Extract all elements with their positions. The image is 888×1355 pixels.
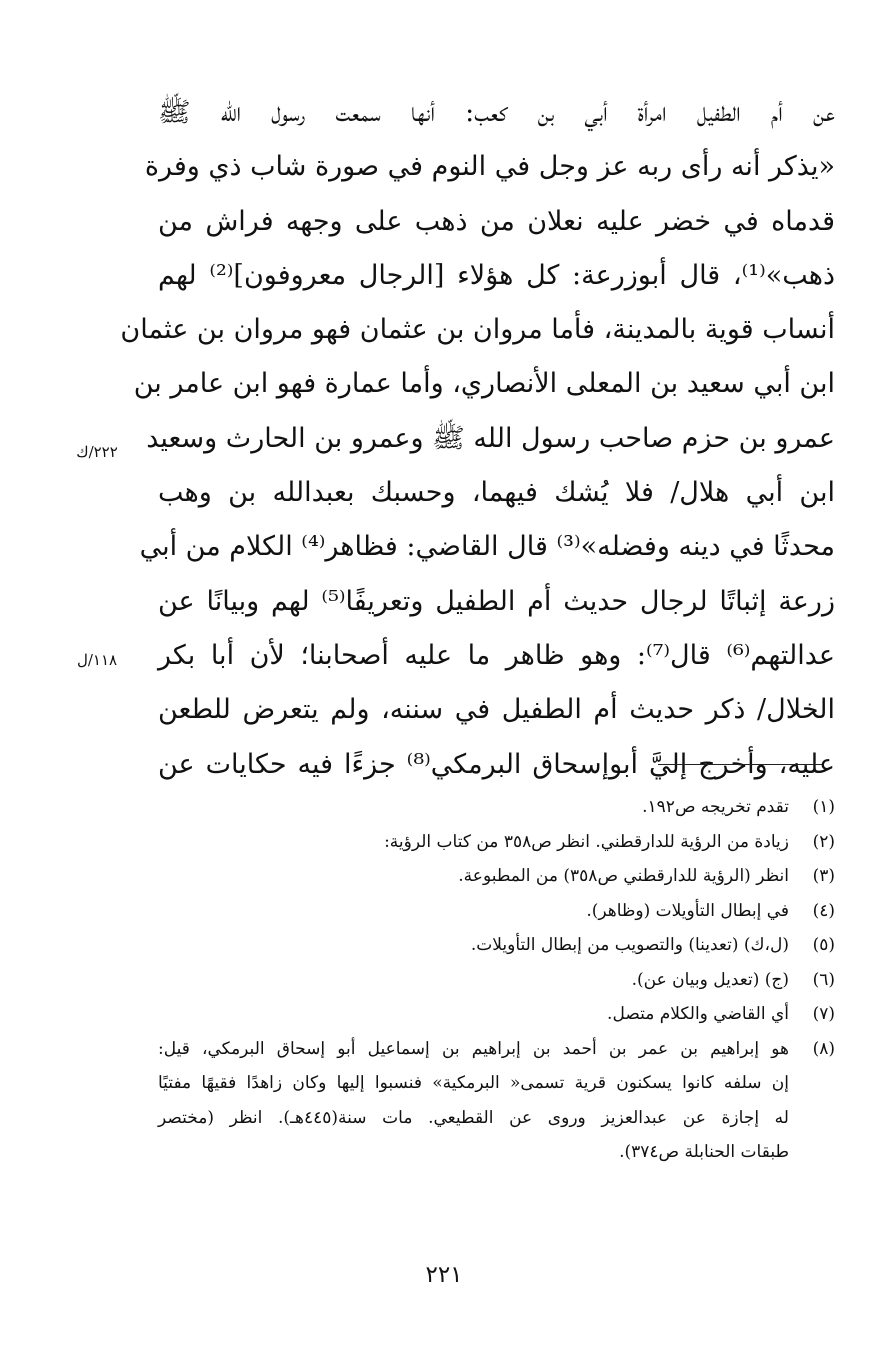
footnote-text: (ج) (تعديل وبيان عن). xyxy=(631,969,789,990)
footnotes-block xyxy=(158,790,835,1170)
text-line: عدالتهم⁽⁶⁾ قال⁽⁷⁾: وهو ظاهر ما عليه أصحابنا؛ لأن أبا بكر xyxy=(158,639,835,671)
text-line: ابن أبي هلال/ فلا يُشك فيهما، وحسبك بعبدالله بن وهب xyxy=(158,477,835,509)
page-number: ٢٢١ xyxy=(425,1262,463,1288)
footnote-number: (٢) xyxy=(812,831,835,852)
footnote xyxy=(158,790,835,825)
footnote-text: طبقات الحنابلة ص٣٧٤). xyxy=(619,1142,789,1162)
footnote-text: في إبطال التأويلات (وظاهر). xyxy=(586,900,789,921)
text-line: عليه، وأخرج إليَّ أبوإسحاق البرمكي⁽⁸⁾ جزءًا فيه حكايات عن xyxy=(158,748,835,780)
footnote-number: (٣) xyxy=(812,866,835,886)
main-text-block xyxy=(120,86,836,792)
footnote xyxy=(158,963,835,998)
footnote-text: له إجازة عن عبدالعزيز وروى عن القطيعي. مات سنة(٤٤٥هـ). انظر (مختصر xyxy=(158,1107,789,1128)
text-line: زرعة إثباتًا لرجال حديث أم الطفيل وتعريفًا⁽⁵⁾ لهم وبيانًا عن xyxy=(158,585,835,617)
footnote xyxy=(158,1032,835,1170)
text-line: عن أم الطفيل امرأة أبي بن كعب: أنها سمعت رسول الله ﷺ xyxy=(158,97,835,128)
footnote-number: (٨) xyxy=(812,1038,835,1059)
text-line: ذهب»⁽¹⁾، قال أبوزرعة: كل هؤلاء [الرجال معروفون]⁽²⁾ لهم xyxy=(158,259,835,291)
footnote-text: هو إبراهيم بن عمر بن أحمد بن إبراهيم بن إسماعيل أبو إسحاق البرمكي، قيل: xyxy=(158,1038,789,1059)
text-line: ابن أبي سعيد بن المعلى الأنصاري، وأما عمارة فهو ابن عامر بن xyxy=(133,368,835,400)
footnote-text: إن سلفه كانوا يسكنون قرية تسمى« البرمكية» فنسبوا إليها وكان زاهدًا فقيهًا مفتيًا xyxy=(158,1073,789,1093)
text-line: قدماه في خضر عليه نعلان من ذهب على وجهه فراش من xyxy=(158,205,835,237)
footnote xyxy=(158,859,835,894)
footnote xyxy=(158,997,835,1032)
margin-reference: ١١٨/ل xyxy=(76,651,118,669)
text-line: «يذكر أنه رأى ربه عز وجل في النوم في صورة شاب ذي وفرة xyxy=(144,151,835,183)
footnote xyxy=(158,825,835,860)
footnote-number: (٤) xyxy=(812,900,835,921)
footnote-text: زيادة من الرؤية للدارقطني. انظر ص٣٥٨ من كتاب الرؤية: xyxy=(384,831,789,852)
footnote-number: (١) xyxy=(812,797,835,817)
footnote xyxy=(158,928,835,963)
footnote-number: (٧) xyxy=(812,1004,835,1024)
footnote-text: انظر (الرؤية للدارقطني ص٣٥٨) من المطبوعة. xyxy=(458,866,789,886)
footnote-text: تقدم تخريجه ص١٩٢. xyxy=(642,797,789,817)
text-line: محدثًا في دينه وفضله»⁽³⁾ قال القاضي: فظاهر⁽⁴⁾ الكلام من أبي xyxy=(139,531,835,563)
text-line: أنساب قوية بالمدينة، فأما مروان بن عثمان فهو مروان بن عثمان xyxy=(120,314,835,346)
footnote-number: (٦) xyxy=(812,969,835,990)
text-line: عمرو بن حزم صاحب رسول الله ﷺ وعمرو بن الحارث وسعيد xyxy=(146,422,835,454)
footnote-separator xyxy=(658,764,822,765)
margin-reference: ٢٢٢/ك xyxy=(76,443,118,461)
footnote-text: أي القاضي والكلام متصل. xyxy=(607,1004,789,1024)
footnote xyxy=(158,894,835,929)
footnote-text: (ل،ك) (تعدينا) والتصويب من إبطال التأويلات. xyxy=(470,935,789,955)
footnote-number: (٥) xyxy=(812,935,835,955)
text-line: الخلال/ ذكر حديث أم الطفيل في سننه، ولم يتعرض للطعن xyxy=(158,694,836,726)
